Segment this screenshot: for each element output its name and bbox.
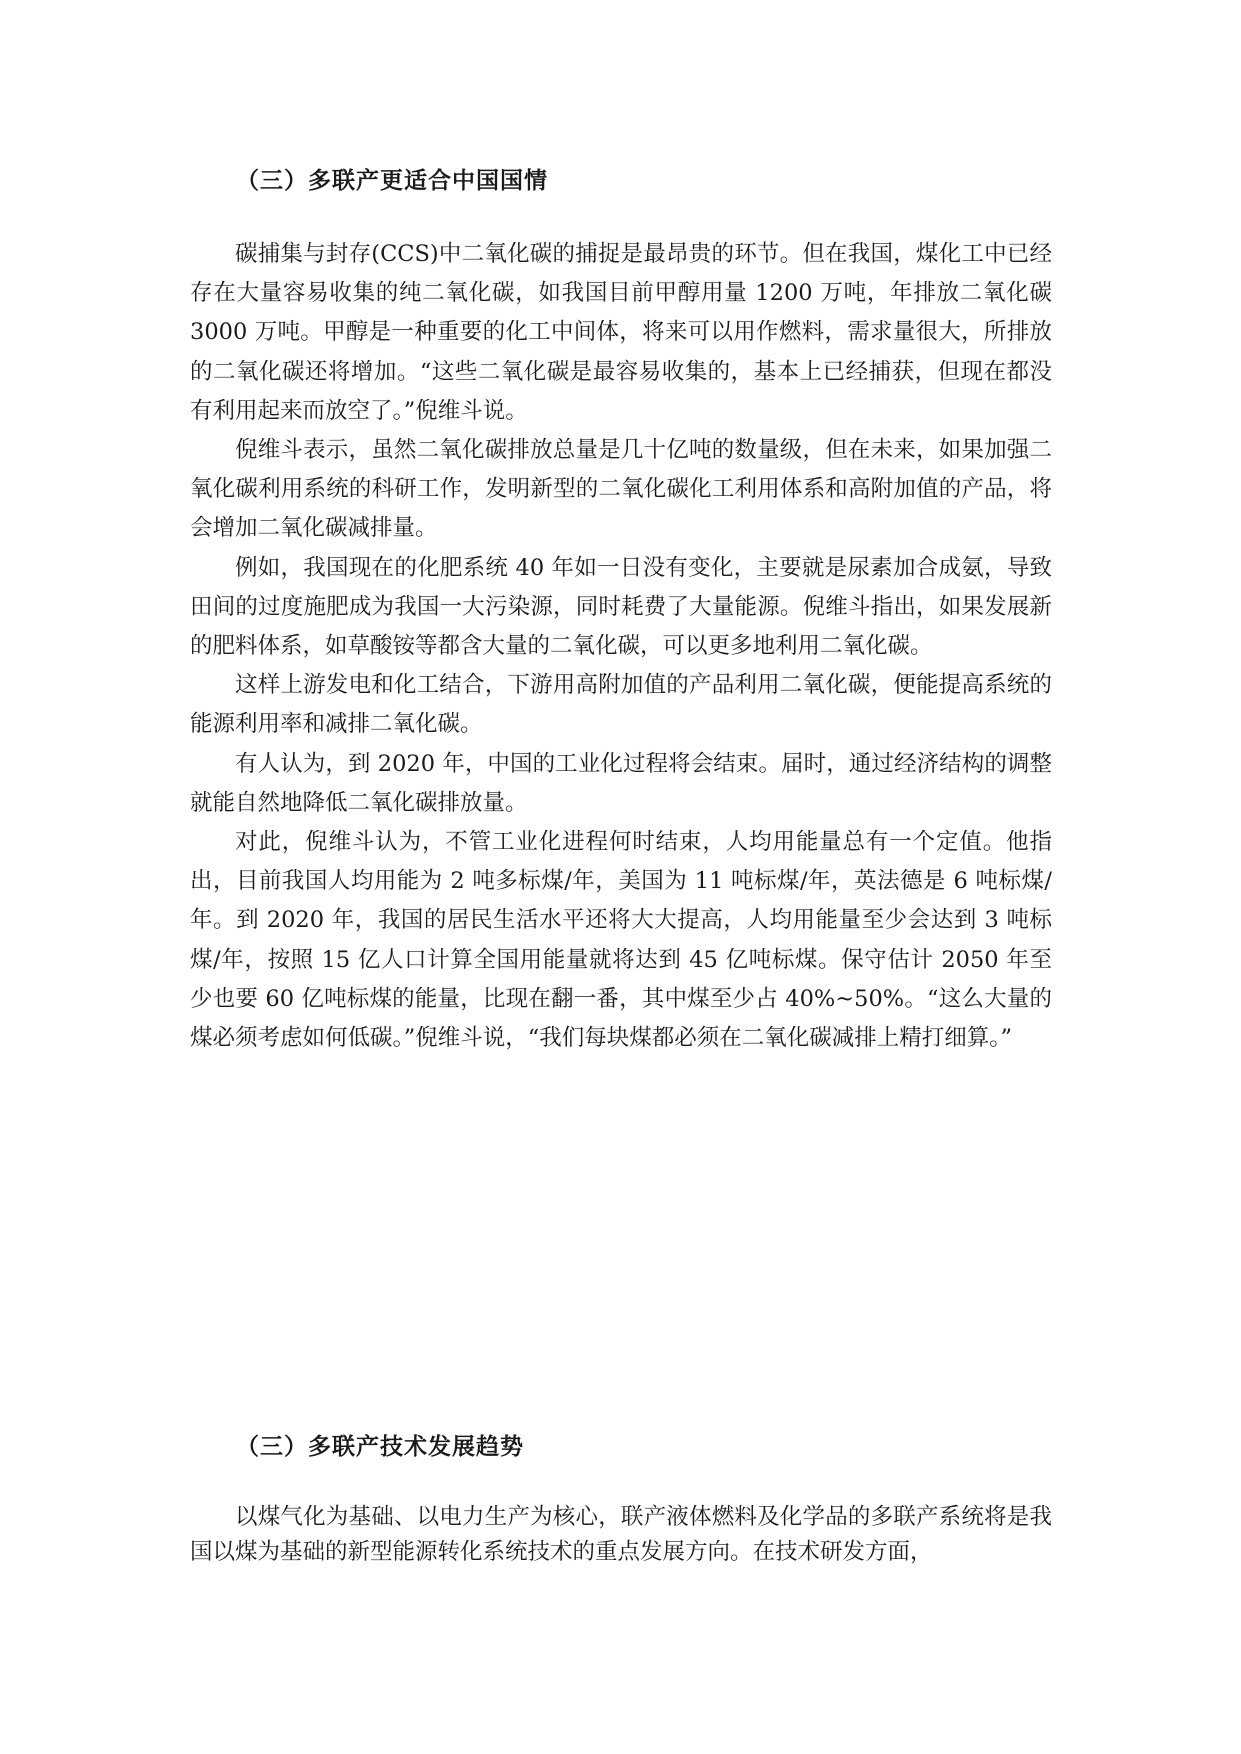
paragraph: 例如，我国现在的化肥系统 40 年如一日没有变化，主要就是尿素加合成氨，导致田间的过度施肥成为我国一大污染源，同时耗费了大量能源。倪维斗指出，如果发展新的肥料体系，如草酸铵等都含大量的二氧化碳，可以更多地利用二氧化碳。 [190,554,1052,660]
paragraph: 这样上游发电和化工结合，下游用高附加值的产品利用二氧化碳，便能提高系统的能源利用率和减排二氧化碳。 [190,672,1052,738]
paragraph: 碳捕集与封存(CCS)中二氧化碳的捕捉是最昂贵的环节。但在我国，煤化工中已经存在大量容易收集的纯二氧化碳，如我国目前甲醇用量 1200 万吨，年排放二氧化碳 3000 万吨。甲醇是一种重要的化工中间体，将来可以用作燃料，需求量很大，所排放的二氧化碳还将增加。“这些二氧化碳是最容易收集的，基本上已经捕获，但现在都没有利用起来而放空了。”倪维斗说。 [190,241,1052,424]
paragraph: 有人认为，到 2020 年，中国的工业化过程将会结束。届时，通过经济结构的调整就能自然地降低二氧化碳排放量。 [190,750,1052,816]
paragraph: 倪维斗表示，虽然二氧化碳排放总量是几十亿吨的数量级，但在未来，如果加强二氧化碳利用系统的科研工作，发明新型的二氧化碳化工利用体系和高附加值的产品，将会增加二氧化碳减排量。 [190,437,1052,542]
section-body [190,1500,1052,1570]
paragraph: 以煤气化为基础、以电力生产为核心，联产液体燃料及化学品的多联产系统将是我国以煤为基础的新型能源转化系统技术的重点发展方向。在技术研发方面， [190,1504,1052,1565]
section-body [190,235,1052,1058]
section-heading: （三）多联产技术发展趋势 [236,1434,524,1460]
paragraph: 对此，倪维斗认为，不管工业化进程何时结束，人均用能量总有一个定值。他指出，目前我国人均用能为 2 吨多标煤/年，美国为 11 吨标煤/年，英法德是 6 吨标煤/年。到 2020 年，我国的居民生活水平还将大大提高，人均用能量至少会达到 3 吨标煤/年，按照 15 亿人口计算全国用能量就将达到 45 亿吨标煤。保守估计 2050 年至少也要 60 亿吨标煤的能量，比现在翻一番，其中煤至少占 40%~50%。“这么大量的煤必须考虑如何低碳。”倪维斗说，“我们每块煤都必须在二氧化碳减排上精打细算。” [190,829,1052,1052]
section-heading: （三）多联产更适合中国国情 [236,168,548,194]
